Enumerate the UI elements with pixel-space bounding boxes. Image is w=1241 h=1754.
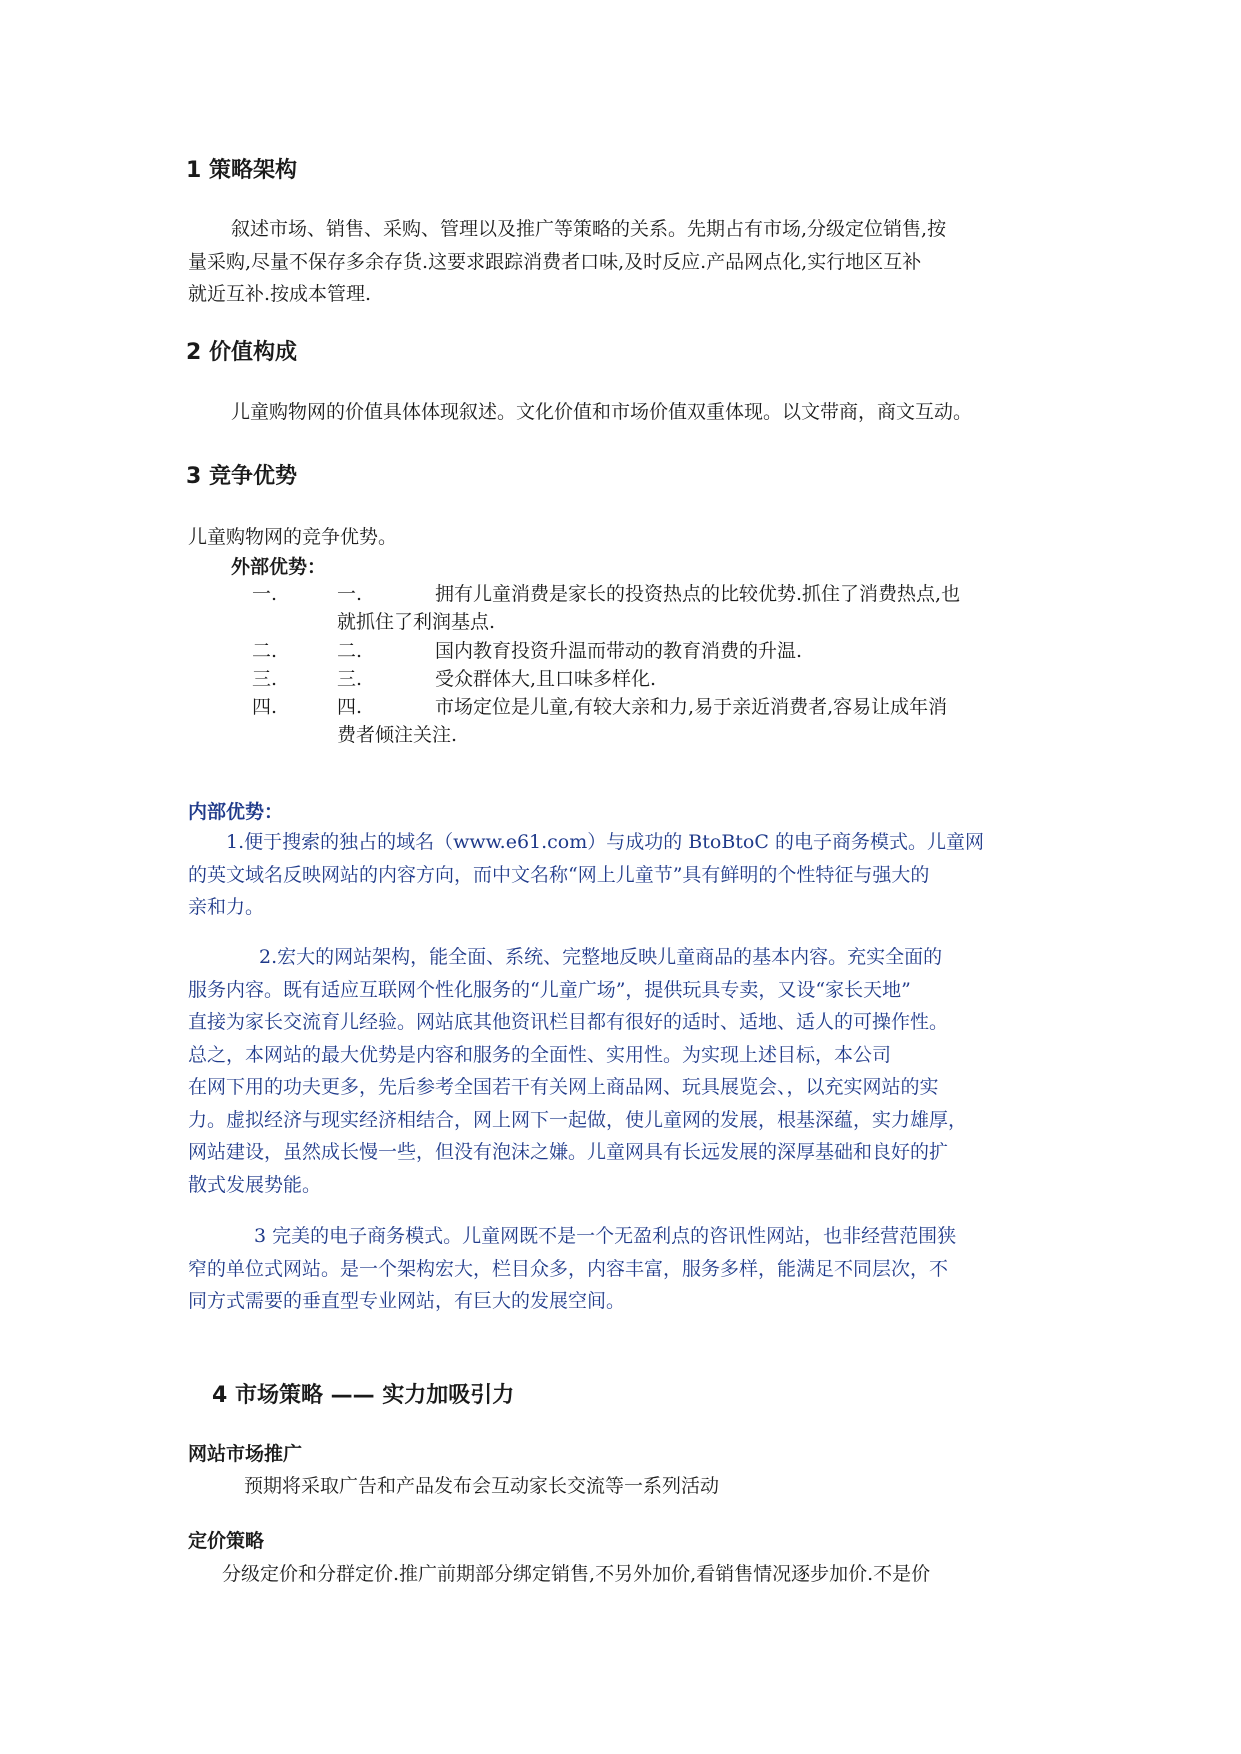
section-1-paragraph	[188, 213, 1056, 311]
list-item-number: 四.	[252, 696, 278, 718]
pricing-label: 定价策略	[188, 1530, 265, 1552]
list-item-number: 一.	[252, 583, 278, 605]
text-line: 力。虚拟经济与现实经济相结合，网上网下一起做，使儿童网的发展，根基深蕴，实力雄厚，	[188, 1108, 968, 1131]
list-item-number: 一.	[337, 583, 363, 605]
section-3-intro: 儿童购物网的竞争优势。	[188, 526, 398, 548]
list-item-text-continued: 费者倾注关注.	[337, 724, 458, 746]
text-line: 直接为家长交流育儿经验。网站底其他资讯栏目都有很好的适时、适地、适人的可操作性。	[188, 1011, 949, 1033]
section-3-heading: 3 竞争优势	[186, 464, 297, 489]
list-item-text: 受众群体大,且口味多样化.	[435, 668, 657, 690]
text-line: 叙述市场、销售、采购、管理以及推广等策略的关系。先期占有市场,分级定位销售,按	[231, 218, 947, 240]
external-advantages-label: 外部优势：	[231, 556, 327, 578]
section-2-heading: 2 价值构成	[186, 340, 297, 365]
internal-advantages-label: 内部优势：	[188, 801, 284, 823]
promotion-label: 网站市场推广	[188, 1443, 303, 1465]
text-line: 亲和力。	[188, 896, 265, 918]
text-line: 在网下用的功夫更多，先后参考全国若干有关网上商品网、玩具展览会、，以充实网站的实	[188, 1076, 939, 1098]
list-item-text: 市场定位是儿童,有较大亲和力,易于亲近消费者,容易让成年消	[435, 696, 948, 718]
text-line: 2.宏大的网站架构，能全面、系统、完整地反映儿童商品的基本内容。充实全面的	[259, 946, 943, 968]
internal-advantage-paragraph-3	[188, 1220, 1056, 1318]
pricing-text: 分级定价和分群定价.推广前期部分绑定销售,不另外加价,看销售情况逐步加价.不是价	[222, 1563, 931, 1585]
text-line: 网站建设，虽然成长慢一些，但没有泡沫之嫌。儿童网具有长远发展的深厚基础和良好的扩	[188, 1141, 949, 1163]
list-item-number: 二.	[252, 640, 278, 662]
internal-advantage-paragraph-1	[188, 826, 1056, 924]
section-1-heading: 1 策略架构	[186, 158, 297, 183]
text-line: 就近互补.按成本管理.	[188, 283, 372, 305]
text-line: 总之，本网站的最大优势是内容和服务的全面性、实用性。为实现上述目标，本公司	[188, 1043, 892, 1066]
list-item-text: 国内教育投资升温而带动的教育消费的升温.	[435, 640, 803, 662]
list-item-number: 四.	[337, 696, 363, 718]
internal-advantage-paragraph-2	[188, 941, 1056, 1201]
text-line: 1.便于搜索的独占的域名（www.e61.com）与成功的 BtoBtoC 的电子商务模式。儿童网	[226, 831, 984, 853]
section-4-heading: 4 市场策略 —— 实力加吸引力	[212, 1383, 515, 1408]
text-line: 同方式需要的垂直型专业网站，有巨大的发展空间。	[188, 1290, 626, 1312]
section-2-text: 儿童购物网的价值具体体现叙述。文化价值和市场价值双重体现。以文带商，商文互动。	[231, 401, 973, 423]
list-item-number: 三.	[337, 668, 363, 690]
promotion-text: 预期将采取广告和产品发布会互动家长交流等一系列活动	[244, 1475, 720, 1497]
list-item-number: 二.	[337, 640, 363, 662]
text-line: 窄的单位式网站。是一个架构宏大，栏目众多，内容丰富，服务多样，能满足不同层次，不	[188, 1257, 949, 1280]
list-item-text-continued: 就抓住了利润基点.	[337, 611, 496, 633]
list-item-text: 拥有儿童消费是家长的投资热点的比较优势.抓住了消费热点,也	[435, 583, 961, 605]
list-item-number: 三.	[252, 668, 278, 690]
text-line: 的英文域名反映网站的内容方向，而中文名称“网上儿童节”具有鲜明的个性特征与强大的	[188, 863, 930, 886]
text-line: 散式发展势能。	[188, 1173, 322, 1196]
text-line: 量采购,尽量不保存多余存货.这要求跟踪消费者口味,及时反应.产品网点化,实行地区互补	[188, 250, 922, 273]
text-line: 3 完美的电子商务模式。儿童网既不是一个无盈利点的咨讯性网站，也非经营范围狭	[254, 1225, 957, 1247]
text-line: 服务内容。既有适应互联网个性化服务的“儿童广场”，提供玩具专卖，又设“家长天地”	[188, 978, 911, 1001]
